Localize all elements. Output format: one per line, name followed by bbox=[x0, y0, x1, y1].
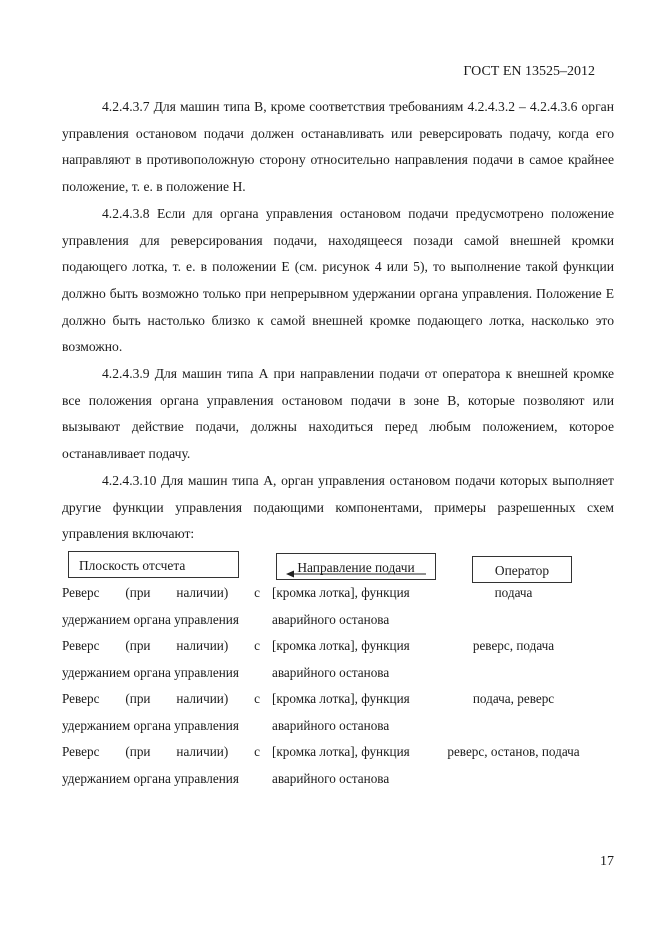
reverse-hold-cell: Реверс (при наличии) с удержанием органа управления bbox=[62, 744, 260, 786]
table-row bbox=[62, 633, 614, 686]
table-row bbox=[62, 739, 614, 792]
document-standard-header: ГОСТ EN 13525–2012 bbox=[463, 64, 595, 79]
tray-edge-cell: [кромка лотка], функция аварийного останова bbox=[272, 585, 410, 627]
document-body bbox=[62, 94, 614, 548]
reference-plane-header: Плоскость отсчета bbox=[68, 551, 239, 578]
operator-action-cell: подача bbox=[494, 585, 533, 600]
operator-action-cell: реверс, подача bbox=[472, 638, 555, 653]
feed-direction-header: Направление подачи bbox=[276, 553, 436, 580]
paragraph-4-2-4-3-9: 4.2.4.3.9 Для машин типа А при направлении подачи от оператора к внешней кромке все положения органа управления остановом подачи в зоне В, которые позволяют или вызывают действие подачи, должны находиться перед любым положением, которое останавливает подачу. bbox=[62, 366, 614, 462]
operator-action-cell: реверс, останов, подача bbox=[447, 744, 580, 759]
tray-edge-cell: [кромка лотка], функция аварийного останова bbox=[272, 638, 410, 680]
table-row bbox=[62, 686, 614, 739]
control-schemes-table bbox=[62, 580, 614, 792]
table-row bbox=[62, 580, 614, 633]
paragraph-4-2-4-3-10: 4.2.4.3.10 Для машин типа А, орган управления остановом подачи которых выполняет другие функции управления подающими компонентами, примеры разрешенных схем управления включают: bbox=[62, 472, 614, 542]
operator-action-cell: подача, реверс bbox=[472, 691, 555, 706]
page-number: 17 bbox=[600, 854, 614, 869]
tray-edge-cell: [кромка лотка], функция аварийного останова bbox=[272, 744, 410, 786]
reverse-hold-cell: Реверс (при наличии) с удержанием органа управления bbox=[62, 638, 260, 680]
reverse-hold-cell: Реверс (при наличии) с удержанием органа управления bbox=[62, 691, 260, 733]
reverse-hold-cell: Реверс (при наличии) с удержанием органа управления bbox=[62, 585, 260, 627]
paragraph-4-2-4-3-8: 4.2.4.3.8 Если для органа управления остановом подачи предусмотрено положение управления для реверсирования подачи, находящееся позади самой внешней кромки подающего лотка, т. е. в положении Е (см. рисунок 4 или 5), то выполнение такой функции должно быть возможно только при непрерывном удержании органа управления. Положение Е должно быть настолько близко к самой внешней кромке подающего лотка, насколько это возможно. bbox=[62, 205, 614, 355]
feed-direction-arrow-icon bbox=[286, 569, 426, 579]
tray-edge-cell: [кромка лотка], функция аварийного останова bbox=[272, 691, 410, 733]
operator-header: Оператор bbox=[472, 556, 572, 583]
paragraph-4-2-4-3-7: 4.2.4.3.7 Для машин типа В, кроме соответствия требованиям 4.2.4.3.2 – 4.2.4.3.6 орган управления остановом подачи должен останавливать или реверсировать подачу, когда его направляют в противоположную сторону относительно направления подачи в самое крайнее положение, т. е. в положение Н. bbox=[62, 99, 614, 195]
